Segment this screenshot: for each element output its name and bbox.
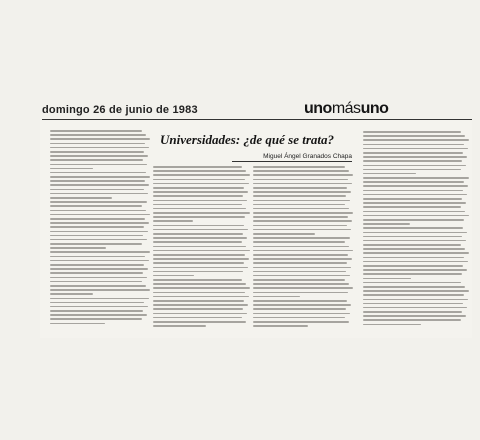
text-line [363, 290, 469, 292]
text-line [50, 302, 144, 304]
text-line [50, 138, 150, 140]
text-line [50, 201, 147, 203]
text-line [363, 278, 411, 280]
text-line [153, 208, 246, 210]
text-line [153, 279, 242, 281]
text-line [153, 292, 245, 294]
text-line [50, 151, 144, 153]
text-line [363, 173, 416, 175]
masthead-part-3: uno [360, 100, 389, 117]
text-line [363, 252, 469, 254]
text-line [253, 271, 346, 273]
text-line [153, 258, 249, 260]
text-line [363, 190, 463, 192]
text-line [50, 134, 146, 136]
text-line [253, 204, 345, 206]
text-line [153, 246, 246, 248]
text-line [153, 325, 206, 327]
text-line [50, 159, 143, 161]
text-line [253, 220, 352, 222]
text-line [363, 165, 466, 167]
text-line [50, 168, 93, 170]
text-line [363, 324, 421, 326]
text-line [253, 191, 351, 193]
text-line [50, 323, 105, 325]
text-line [50, 272, 143, 274]
text-line [253, 304, 351, 306]
text-line [153, 216, 245, 218]
text-line [363, 319, 461, 321]
text-line [153, 287, 250, 289]
text-line [253, 195, 346, 197]
text-line [153, 229, 248, 231]
text-line [363, 273, 462, 275]
text-line [50, 147, 149, 149]
text-line [363, 211, 465, 213]
text-line [50, 218, 145, 220]
text-line [153, 300, 244, 302]
text-line [253, 170, 349, 172]
text-line [363, 282, 461, 284]
text-line [253, 229, 351, 231]
text-line [253, 325, 308, 327]
text-line [253, 166, 345, 168]
text-line [253, 283, 349, 285]
text-line [253, 279, 345, 281]
text-line [363, 294, 464, 296]
text-line [153, 250, 250, 252]
article-byline: Miguel Ángel Granados Chapa [232, 153, 352, 162]
text-line [253, 200, 350, 202]
text-line [50, 306, 148, 308]
text-line [363, 219, 464, 221]
text-line [363, 265, 463, 267]
text-line [363, 139, 469, 141]
text-line [363, 299, 468, 301]
text-line [253, 241, 345, 243]
text-line [50, 314, 147, 316]
text-line [253, 258, 352, 260]
text-line [363, 148, 468, 150]
text-line [153, 317, 242, 319]
text-line [363, 240, 466, 242]
text-line [153, 195, 243, 197]
text-line [50, 176, 150, 178]
text-line [50, 226, 144, 228]
text-line [363, 181, 464, 183]
text-line [153, 191, 248, 193]
issue-date: domingo 26 de junio de 1983 [42, 104, 198, 116]
masthead-part-1: uno [304, 100, 332, 117]
text-line [50, 247, 106, 249]
text-line [253, 317, 345, 319]
text-line [50, 184, 149, 186]
article-column-4 [363, 131, 469, 338]
text-line [50, 231, 148, 233]
text-line [50, 210, 146, 212]
text-line [253, 187, 347, 189]
text-line [153, 254, 245, 256]
text-line [253, 262, 347, 264]
text-line [153, 308, 243, 310]
text-line [253, 237, 350, 239]
text-line [153, 220, 193, 222]
text-line [153, 166, 242, 168]
article-headline: Universidades: ¿de qué se trata? [160, 132, 335, 147]
text-line [253, 321, 349, 323]
text-line [253, 292, 348, 294]
text-line [153, 212, 250, 214]
text-line [253, 254, 348, 256]
text-line [153, 313, 247, 315]
text-line [50, 180, 145, 182]
text-line [153, 304, 248, 306]
text-line [50, 264, 144, 266]
text-line [153, 267, 248, 269]
text-line [363, 227, 463, 229]
text-line [363, 215, 469, 217]
text-line [153, 241, 242, 243]
text-line [253, 313, 350, 315]
text-line [50, 130, 142, 132]
text-line [50, 214, 150, 216]
text-line [363, 248, 465, 250]
text-line [50, 235, 143, 237]
text-line [50, 155, 148, 157]
text-line [50, 298, 149, 300]
text-line [363, 236, 462, 238]
text-line [153, 271, 243, 273]
text-line [363, 135, 465, 137]
page-header [42, 100, 472, 120]
text-line [363, 169, 461, 171]
text-line [50, 239, 147, 241]
text-line [50, 205, 142, 207]
text-line [153, 275, 194, 277]
text-line [153, 187, 244, 189]
text-line [50, 310, 143, 312]
text-line [363, 156, 467, 158]
text-line [50, 256, 145, 258]
text-line [153, 174, 250, 176]
text-line [50, 222, 149, 224]
text-line [153, 321, 246, 323]
text-line [50, 251, 150, 253]
text-line [153, 204, 242, 206]
text-line [253, 174, 353, 176]
text-line [363, 152, 463, 154]
text-line [50, 243, 142, 245]
text-line [153, 233, 243, 235]
text-line [253, 267, 351, 269]
text-line [363, 223, 410, 225]
text-line [50, 281, 142, 283]
article-column-2 [153, 166, 250, 338]
text-line [153, 179, 245, 181]
text-line [363, 315, 466, 317]
article-column-3 [253, 166, 353, 338]
text-line [363, 244, 461, 246]
text-line [253, 179, 348, 181]
text-line [363, 307, 467, 309]
text-line [153, 183, 249, 185]
text-line [363, 202, 466, 204]
text-line [253, 233, 315, 235]
text-line [363, 206, 461, 208]
text-line [50, 268, 148, 270]
text-line [253, 216, 348, 218]
text-line [253, 275, 350, 277]
text-line [153, 170, 246, 172]
text-line [153, 225, 244, 227]
text-line [253, 183, 352, 185]
text-line [253, 296, 300, 298]
text-line [50, 318, 142, 320]
text-line [50, 164, 147, 166]
text-line [153, 296, 249, 298]
text-line [50, 293, 93, 295]
text-line [363, 232, 467, 234]
text-line [153, 283, 246, 285]
text-line [50, 197, 112, 199]
text-line [363, 194, 467, 196]
text-line [50, 289, 150, 291]
text-line [363, 177, 469, 179]
text-line [363, 286, 465, 288]
text-line [363, 257, 464, 259]
text-line [153, 237, 247, 239]
text-line [253, 300, 347, 302]
text-line [153, 262, 244, 264]
intro-column [50, 130, 150, 335]
text-line [363, 131, 461, 133]
header-rule [42, 119, 472, 120]
text-line [50, 193, 148, 195]
text-line [253, 208, 349, 210]
newspaper-masthead [304, 100, 388, 118]
text-line [363, 269, 467, 271]
text-line [50, 189, 144, 191]
text-line [50, 172, 146, 174]
masthead-part-2: más [331, 100, 361, 117]
text-line [253, 308, 346, 310]
text-line [50, 285, 146, 287]
text-line [253, 250, 353, 252]
text-line [50, 277, 147, 279]
text-line [253, 225, 347, 227]
text-line [363, 198, 462, 200]
text-line [363, 160, 462, 162]
text-line [253, 212, 353, 214]
text-line [363, 185, 468, 187]
text-line [50, 143, 145, 145]
text-line [253, 246, 349, 248]
text-line [153, 200, 247, 202]
text-line [50, 260, 149, 262]
text-line [253, 287, 353, 289]
text-line [363, 311, 462, 313]
text-line [363, 144, 464, 146]
text-line [363, 303, 463, 305]
text-line [363, 261, 468, 263]
